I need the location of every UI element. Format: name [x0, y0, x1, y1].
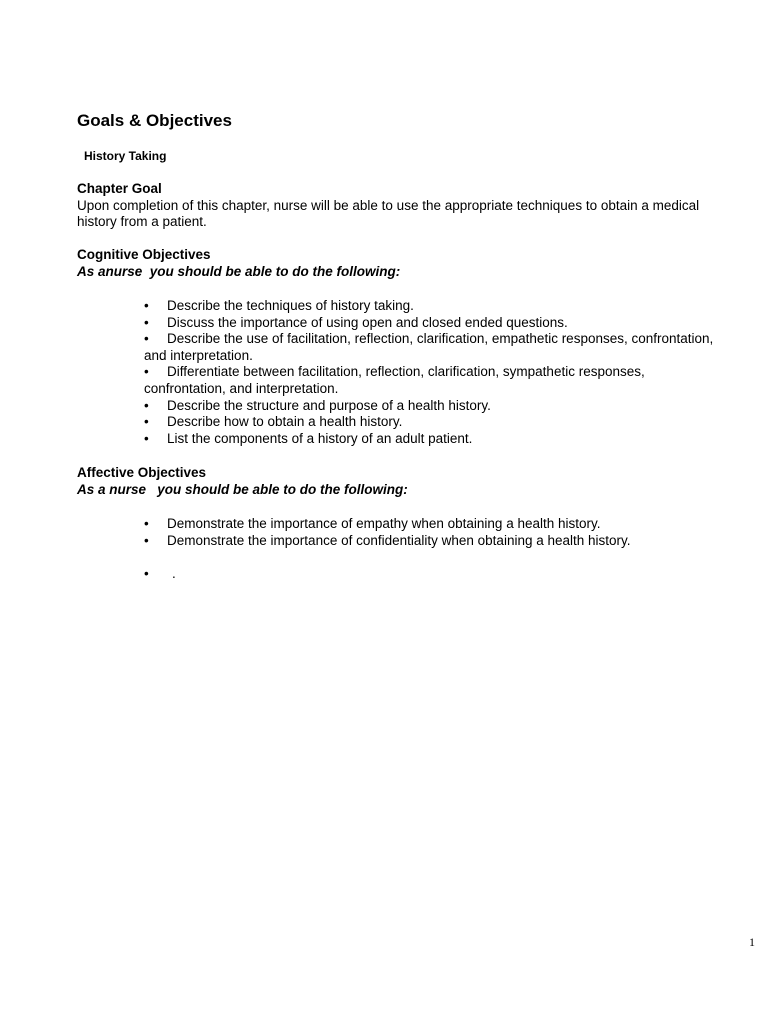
list-item-text: and interpretation. — [144, 347, 253, 363]
bullet-icon: • — [144, 565, 149, 581]
list-item-text: Describe the use of facilitation, reflection, clarification, empathetic responses, confrontation, — [167, 331, 714, 347]
list-item-text: Demonstrate the importance of empathy when obtaining a health history. — [167, 516, 601, 531]
list-item-text: List the components of a history of an adult patient. — [167, 430, 473, 446]
list-item-text: Describe the techniques of history taking. — [167, 298, 414, 313]
chapter-goal-text-line2: history from a patient. — [77, 214, 207, 229]
list-item — [144, 298, 758, 315]
list-item — [144, 431, 758, 448]
list-item-text: . — [172, 565, 176, 581]
cognitive-objectives-list — [144, 298, 758, 447]
chapter-goal-heading: Chapter Goal — [77, 181, 162, 196]
cognitive-objectives-section — [77, 247, 757, 280]
list-item-continuation — [144, 348, 758, 365]
affective-objectives-heading: Affective Objectives — [77, 465, 207, 480]
page-subtitle: History Taking — [84, 149, 167, 163]
affective-objectives-list — [144, 516, 758, 582]
list-item-text: Describe the structure and purpose of a health history. — [167, 397, 491, 413]
list-item-text: Demonstrate the importance of confidentiality when obtaining a health history. — [167, 532, 631, 548]
bullet-icon: • — [144, 414, 149, 430]
bullet-icon: • — [144, 298, 149, 313]
page-title: Goals & Objectives — [77, 111, 232, 130]
list-item — [144, 414, 758, 431]
chapter-goal-text-line1: Upon completion of this chapter, nurse will be able to use the appropriate techniques to obtain a medical — [77, 197, 700, 213]
bullet-icon: • — [144, 397, 149, 413]
list-item — [144, 398, 758, 415]
list-item — [144, 331, 758, 348]
bullet-icon: • — [144, 430, 149, 446]
cognitive-objectives-heading: Cognitive Objectives — [77, 247, 211, 262]
list-item — [144, 533, 758, 550]
bullet-icon: • — [144, 314, 149, 330]
bullet-icon: • — [144, 364, 149, 380]
list-item — [144, 516, 758, 533]
affective-objectives-lead: As a nurse you should be able to do the following: — [77, 481, 408, 497]
chapter-goal-section — [77, 181, 757, 231]
bullet-icon: • — [144, 532, 149, 548]
list-item-text: confrontation, and interpretation. — [144, 380, 339, 396]
list-item-text: Differentiate between facilitation, reflection, clarification, sympathetic responses, — [167, 364, 645, 380]
list-item — [144, 315, 758, 332]
list-item-text: Describe how to obtain a health history. — [167, 414, 403, 430]
affective-objectives-section — [77, 465, 757, 498]
list-item-continuation — [144, 381, 758, 398]
list-item — [144, 364, 758, 381]
bullet-icon: • — [144, 516, 149, 531]
list-item — [144, 566, 758, 583]
bullet-icon: • — [144, 331, 149, 347]
page-number: 1 — [749, 935, 755, 949]
list-item-text: Discuss the importance of using open and closed ended questions. — [167, 314, 568, 330]
cognitive-objectives-lead: As anurse you should be able to do the following: — [77, 263, 401, 279]
